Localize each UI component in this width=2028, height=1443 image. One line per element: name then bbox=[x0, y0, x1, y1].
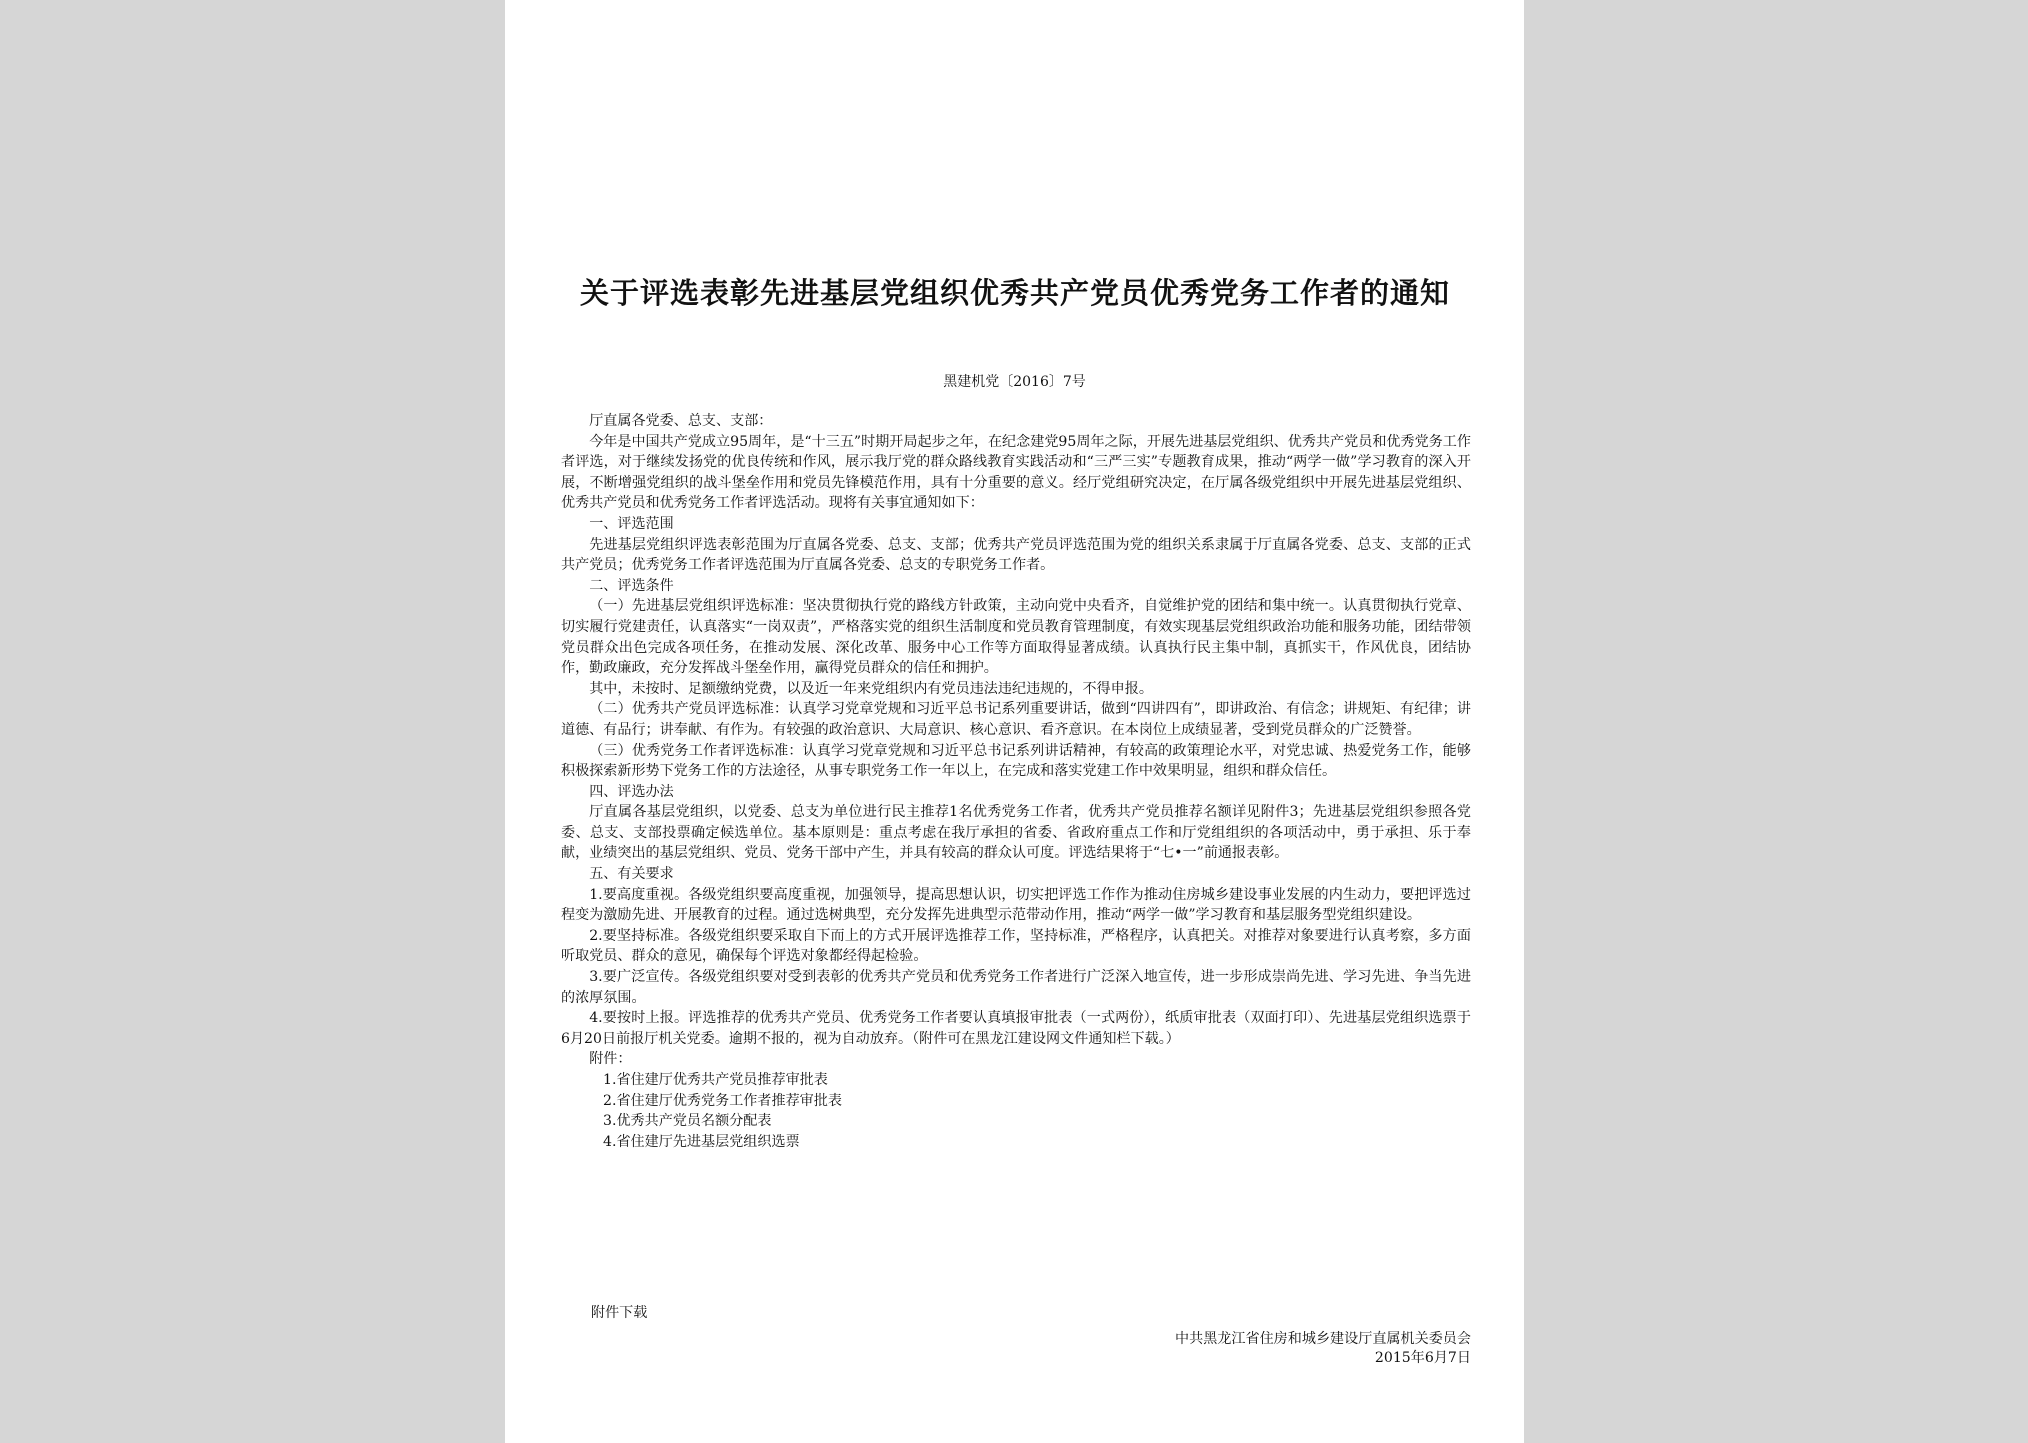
paragraph-criteria-exclusion: 其中，未按时、足额缴纳党费，以及近一年来党组织内有党员违法违纪违规的，不得申报。 bbox=[589, 680, 1153, 697]
attachment-item: 3.优秀共产党员名额分配表 bbox=[603, 1113, 772, 1130]
section-heading-scope: 一、评选范围 bbox=[589, 515, 674, 532]
paragraph-criteria-organization: （一）先进基层党组织评选标准：坚决贯彻执行党的路线方针政策，主动向党中央看齐，自觉维护党的团结和集中统一。认真贯彻执行党章、切实履行党建责任，认真落实“一岗双责”，严格落实党的组织生活制度和党员教育管理制度，有效实现基层党组织政治功能和服务功能，团结带领党员群众出色完成各项任务，在推动发展、深化改革、服务中心工作等方面取得显著成绩。认真执行民主集中制，真抓实干，作风优良，团结协作，勤政廉政，充分发挥战斗堡垒作用，赢得党员群众的信任和拥护。 bbox=[561, 598, 1471, 677]
section-heading-requirements: 五、有关要求 bbox=[589, 866, 674, 883]
paragraph-requirement-4: 4.要按时上报。评选推荐的优秀共产党员、优秀党务工作者要认真填报审批表（一式两份），纸质审批表（双面打印）、先进基层党组织选票于6月20日前报厅机关党委。逾期不报的，视为自动放弃。（附件可在黑龙江建设网文件通知栏下载。） bbox=[561, 1010, 1471, 1047]
document-page bbox=[505, 0, 1524, 1443]
section-heading-method: 四、评选办法 bbox=[589, 783, 674, 800]
paragraph-requirement-1: 1.要高度重视。各级党组织要高度重视，加强领导，提高思想认识，切实把评选工作作为推动住房城乡建设事业发展的内生动力，要把评选过程变为激励先进、开展教育的过程。通过选树典型，充分发挥先进典型示范带动作用，推动“两学一做”学习教育和基层服务型党组织建设。 bbox=[561, 886, 1471, 924]
document-title: 关于评选表彰先进基层党组织优秀共产党员优秀党务工作者的通知 bbox=[579, 276, 1450, 310]
paragraph-method: 厅直属各基层党组织，以党委、总支为单位进行民主推荐1名优秀党务工作者，优秀共产党员推荐名额详见附件3；先进基层党组织参照各党委、总支、支部投票确定候选单位。基本原则是：重点考虑在我厅承担的省委、省政府重点工作和厅党组组织的各项活动中，勇于承担、乐于奉献，业绩突出的基层党组织、党员、党务干部中产生，并具有较高的群众认可度。评选结果将于“七•一”前通报表彰。 bbox=[561, 804, 1471, 862]
attachment-item: 2.省住建厅优秀党务工作者推荐审批表 bbox=[603, 1092, 842, 1109]
paragraph-requirement-2: 2.要坚持标准。各级党组织要采取自下而上的方式开展评选推荐工作，坚持标准，严格程序，认真把关。对推荐对象要进行认真考察，多方面听取党员、群众的意见，确保每个评选对象都经得起检验。 bbox=[561, 927, 1471, 965]
attachments-label: 附件： bbox=[589, 1051, 632, 1068]
paragraph-requirement-3: 3.要广泛宣传。各级党组织要对受到表彰的优秀共产党员和优秀党务工作者进行广泛深入地宣传，进一步形成崇尚先进、学习先进、争当先进的浓厚氛围。 bbox=[561, 969, 1471, 1006]
attachments-list bbox=[561, 1070, 1471, 1152]
attachment-item: 1.省住建厅优秀共产党员推荐审批表 bbox=[603, 1072, 828, 1088]
attachment-item: 4.省住建厅先进基层党组织选票 bbox=[603, 1133, 800, 1150]
paragraph-criteria-member: （二）优秀共产党员评选标准：认真学习党章党规和习近平总书记系列重要讲话，做到“四讲四有”，即讲政治、有信念；讲规矩、有纪律；讲道德、有品行；讲奉献、有作为。有较强的政治意识、大局意识、核心意识、看齐意识。在本岗位上成绩显著，受到党员群众的广泛赞誉。 bbox=[561, 701, 1471, 738]
document-body bbox=[561, 411, 1471, 1152]
signature-block bbox=[1175, 1330, 1471, 1368]
section-heading-criteria: 二、评选条件 bbox=[589, 577, 674, 594]
paragraph-criteria-worker: （三）优秀党务工作者评选标准：认真学习党章党规和习近平总书记系列讲话精神，有较高的政策理论水平，对党忠诚、热爱党务工作，能够积极探索新形势下党务工作的方法途径，从事专职党务工作一年以上，在完成和落实党建工作中效果明显，组织和群众信任。 bbox=[561, 742, 1471, 780]
attachment-download-link[interactable]: 附件下载 bbox=[591, 1305, 648, 1321]
document-number: 黑建机党〔2016〕7号 bbox=[943, 374, 1086, 390]
signature-date: 2015年6月7日 bbox=[1374, 1350, 1471, 1366]
paragraph-scope: 先进基层党组织评选表彰范围为厅直属各党委、总支、支部；优秀共产党员评选范围为党的组织关系隶属于厅直属各党委、总支、支部的正式共产党员；优秀党务工作者评选范围为厅直属各党委、总支的专职党务工作者。 bbox=[561, 536, 1471, 574]
signature-organization: 中共黑龙江省住房和城乡建设厅直属机关委员会 bbox=[1175, 1331, 1471, 1347]
paragraph-intro: 今年是中国共产党成立95周年，是“十三五”时期开局起步之年，在纪念建党95周年之际，开展先进基层党组织、优秀共产党员和优秀党务工作者评选，对于继续发扬党的优良传统和作风，展示我厅党的群众路线教育实践活动和“三严三实”专题教育成果，推动“两学一做”学习教育的深入开展，不断增强党组织的战斗堡垒作用和党员先锋模范作用，具有十分重要的意义。经厅党组研究决定，在厅属各级党组织中开展先进基层党组织、优秀共产党员和优秀党务工作者评选活动。现将有关事宜通知如下： bbox=[561, 433, 1471, 512]
salutation: 厅直属各党委、总支、支部： bbox=[589, 413, 773, 429]
